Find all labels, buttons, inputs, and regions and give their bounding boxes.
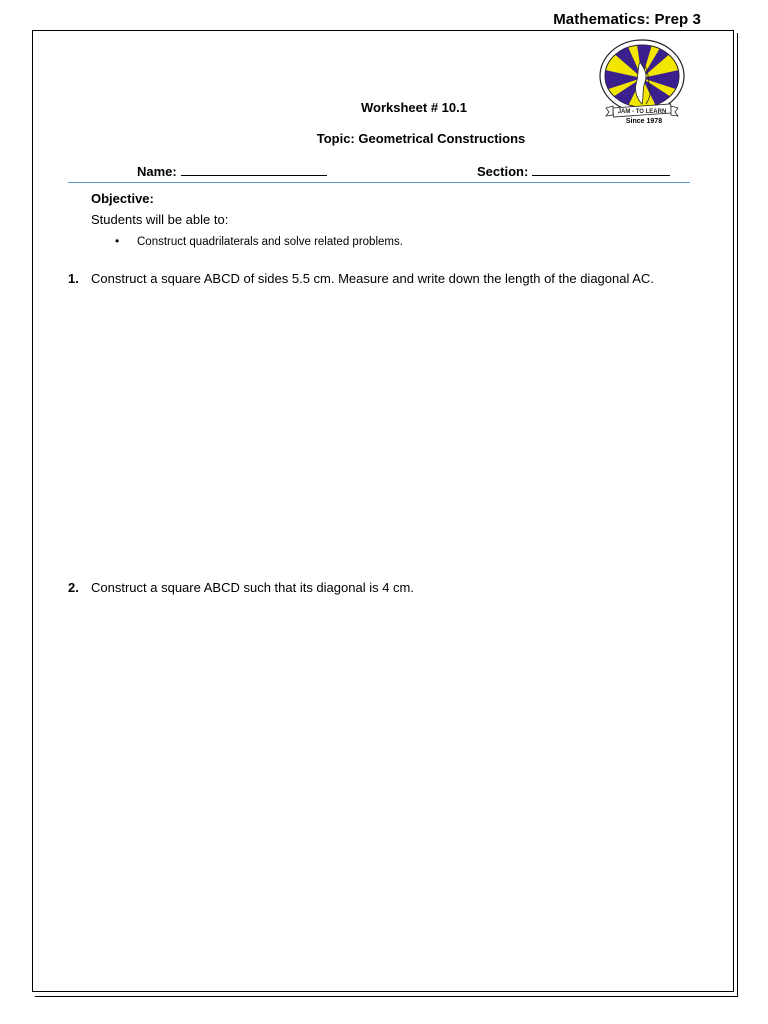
section-field — [477, 162, 670, 179]
name-label: Name: — [137, 164, 177, 179]
school-logo — [596, 38, 688, 130]
school-logo-graphic — [596, 38, 688, 130]
page-header-subject: Mathematics: Prep 3 — [553, 11, 701, 28]
question-2-number: 2. — [68, 580, 79, 595]
question-2 — [68, 580, 414, 595]
name-field — [137, 162, 327, 179]
header-divider — [68, 182, 690, 183]
objective-intro: Students will be able to: — [91, 212, 229, 227]
question-1-number: 1. — [68, 271, 79, 286]
section-blank-line[interactable] — [532, 162, 670, 176]
section-label: Section: — [477, 164, 529, 179]
worksheet-title: Worksheet # 10.1 — [361, 100, 467, 115]
bullet-icon: • — [115, 234, 120, 248]
objective-bullet-text: Construct quadrilaterals and solve related problems. — [137, 236, 403, 248]
logo-since-text: Since 1978 — [625, 118, 663, 125]
objective-heading: Objective: — [91, 191, 154, 206]
question-1 — [68, 271, 654, 286]
logo-banner-text: JAM - TO LEARN — [617, 109, 667, 115]
worksheet-topic: Topic: Geometrical Constructions — [316, 131, 526, 146]
question-1-text: Construct a square ABCD of sides 5.5 cm. Measure and write down the length of the diagonal AC. — [91, 271, 654, 286]
objective-bullet-item — [115, 234, 403, 248]
question-2-text: Construct a square ABCD such that its diagonal is 4 cm. — [91, 580, 414, 595]
name-blank-line[interactable] — [181, 162, 327, 176]
